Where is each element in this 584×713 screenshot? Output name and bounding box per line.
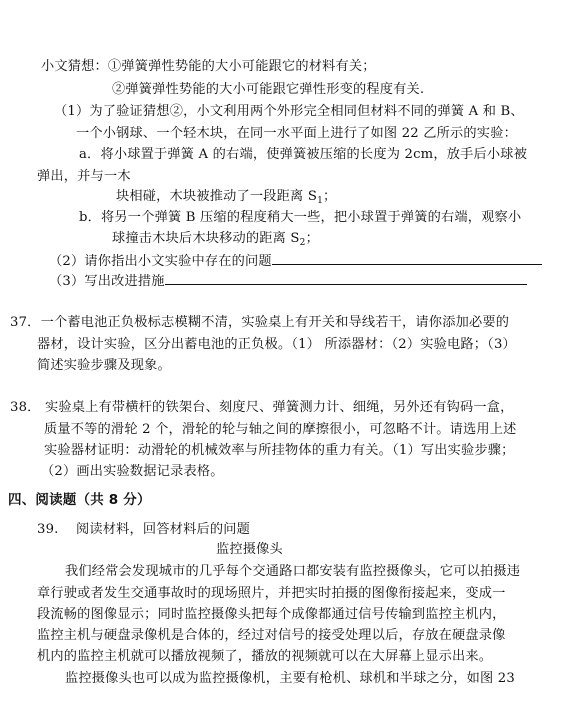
q1-a-line-3: [116, 189, 336, 206]
guess-line-2: ②弹簧弹性势能的大小可能跟它弹性形变的程度有关.: [112, 82, 425, 97]
q1-b-line-1: b．将另一个弹簧 B 压缩的程度稍大一些，把小球置于弹簧的右端，观察小: [79, 210, 522, 225]
p37-line-3: 简述实验步骤及现象。: [37, 358, 171, 373]
subscript-2: 2: [299, 238, 306, 248]
p37-line-2: 器材，设计实验，区分出蓄电池的正负极。（1） 所添器材：（2）实验电路；（3）: [37, 337, 516, 352]
q3-text: （3）写出改进措施: [49, 274, 165, 289]
p39-para1-line-4: 监控主机与硬盘录像机是合体的，经过对信号的接受处理以后，存放在硬盘录像: [37, 628, 506, 643]
q1-a-line-3-text: 块相碰，木块被推动了一段距离 S: [116, 189, 318, 204]
guess-line-1: 小文猜想：①弹簧弹性势能的大小可能跟它的材料有关；: [41, 59, 376, 74]
q1-line-1: （1）为了验证猜想②，小文利用两个外形完全相同但材料不同的弹簧 A 和 B、: [54, 104, 524, 119]
subscript-1: 1: [317, 196, 323, 206]
p39-para2-line-1: 监控摄像头也可以成为监控摄像机，主要有枪机、球机和半球之分，如图 23: [65, 671, 515, 686]
q3-answer-blank[interactable]: [165, 272, 527, 285]
q1-a-line-2: 弹出，并与一木: [37, 169, 131, 184]
p38-line-2: 质量不等的滑轮 2 个，滑轮的轮与轴之间的摩擦很小，可忽略不计。请选用上述: [44, 422, 517, 437]
p39-para1-line-1: 我们经常会发现城市的几乎每个交通路口都安装有监控摄像头，它可以拍摄违: [65, 564, 521, 579]
p38-line-3: 实验器材证明：动滑轮的机械效率与所挂物体的重力有关。（1）写出实验步骤；: [44, 443, 515, 458]
section-heading: 四、阅读题（共 8 分）: [8, 492, 151, 508]
p38-line-4: （2）画出实验数据记录表格。: [41, 464, 224, 479]
q2-line: [49, 252, 542, 270]
q1-a-line-1: a．将小球置于弹簧 A 的右端，使弹簧被压缩的长度为 2cm，放手后小球被: [79, 147, 528, 162]
p37-line-1: 37．一个蓄电池正负极标志模糊不清，实验桌上有开关和导线若干，请你添加必要的: [10, 315, 510, 330]
q1-a-line-3-end: ；: [323, 189, 337, 204]
article-title: 监控摄像头: [216, 542, 283, 557]
q1-b-line-2-text: 球撞击木块后木块移动的距离 S: [112, 231, 300, 246]
p39-para1-line-3: 段流畅的图像显示；同时监控摄像头把每个成像都通过信号传输到监控主机内，: [37, 607, 506, 622]
p39-para1-line-5: 机内的监控主机就可以播放视频了，播放的视频就可以在大屏幕上显示出来。: [37, 649, 493, 664]
q1-line-2: 一个小钢球、一个轻木块，在同一水平面上进行了如图 22 乙所示的实验：: [76, 126, 517, 141]
q2-text: （2）请你指出小文实验中存在的问题: [49, 254, 272, 269]
p39-prompt: 阅读材料，回答材料后的问题: [76, 522, 251, 537]
p39-number: 39.: [37, 522, 59, 537]
q3-line: [49, 272, 527, 290]
p39-para1-line-2: 章行驶或者发生交通事故时的现场照片，并把实时拍摄的图像衔接起来，变成一: [37, 586, 506, 601]
q1-b-line-2-end: ；: [305, 231, 319, 246]
q1-b-line-2: [112, 231, 319, 248]
p38-line-1: 38． 实验桌上有带横杆的铁架台、刻度尺、弹簧测力计、细绳，另外还有钩码一盒，: [10, 400, 514, 415]
q2-answer-blank[interactable]: [272, 252, 542, 265]
